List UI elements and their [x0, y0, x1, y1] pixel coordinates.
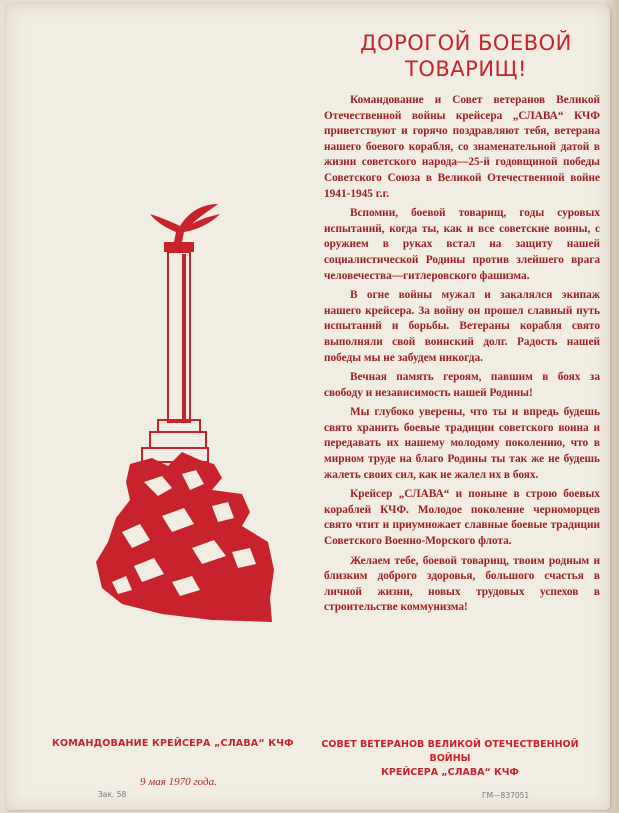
column-shaft — [168, 252, 190, 422]
letter-paragraph: Вспомни, боевой товарищ, годы суровых испытаний, когда ты, как и все советские воины, с оружием в руках встал на защиту нашей социалистической Родины против злейшего врага человечества—гитлеровского фашизма. — [324, 207, 600, 282]
greeting-title — [316, 30, 616, 82]
signature-veterans-council — [300, 738, 600, 780]
signature-veterans-line-2: КРЕЙСЕРА „СЛАВА“ КЧФ — [381, 767, 519, 778]
monument-to-scuttled-ships-icon — [92, 202, 284, 632]
column-capital — [164, 242, 194, 252]
printer-code: ГМ—837051 — [482, 791, 530, 800]
title-line-1: ДОРОГОЙ БОЕВОЙ — [360, 31, 572, 55]
letter-paragraph: В огне войны мужал и закалялся экипаж нашего крейсера. За войну он прошел славный путь испытаний и борьбы. Ветераны корабля свято выполняли свой воинский долг. Радость нашей победы мы не забудем никогда. — [324, 289, 600, 364]
letter-paragraph: Крейсер „СЛАВА“ и поныне в строю боевых кораблей КЧФ. Молодое поколение черноморцев свято чтит и приумножает славные боевые традиции Советского Военно-Морского флота. — [324, 488, 600, 548]
greeting-letter-body — [324, 93, 600, 620]
eagle-shape — [150, 204, 220, 242]
letter-paragraph: Вечная память героям, павшим в боях за свободу и независимость нашей Родины! — [324, 371, 600, 399]
letter-paragraph: Командование и Совет ветеранов Великой Отечественной войны крейсера „СЛАВА“ КЧФ приветствуют и горячо поздравляют тебя, ветерана нашего боевого корабля, со знаменательной датой в жизни советского народа—25-й годовщиной победы Советского Союза в Великой Отечественной войне 1941-1945 г.г. — [324, 94, 600, 200]
letter-paragraph: Мы глубоко уверены, что ты и впредь будешь свято хранить боевые традиции советского воина и передавать их нашему молодому поколению, что в мирном труде на благо Родины ты так же не будешь жалеть своих сил, как не жалел их в боях. — [324, 406, 600, 481]
title-line-2: ТОВАРИЩ! — [405, 57, 527, 81]
pedestal-middle — [150, 432, 206, 448]
document-date: 9 мая 1970 года. — [140, 776, 217, 788]
signature-command: КОМАНДОВАНИЕ КРЕЙСЕРА „СЛАВА“ КЧФ — [52, 738, 294, 749]
letter-paragraph: Желаем тебе, боевой товарищ, твоим родным и близким доброго здоровья, большого счастья в личной жизни, новых трудовых успехов в строительстве коммунизма! — [324, 554, 600, 614]
signature-veterans-line-1: СОВЕТ ВЕТЕРАНОВ ВЕЛИКОЙ ОТЕЧЕСТВЕННОЙ ВОЙНЫ — [321, 739, 579, 764]
printer-order-number: Зак. 58 — [98, 790, 127, 799]
